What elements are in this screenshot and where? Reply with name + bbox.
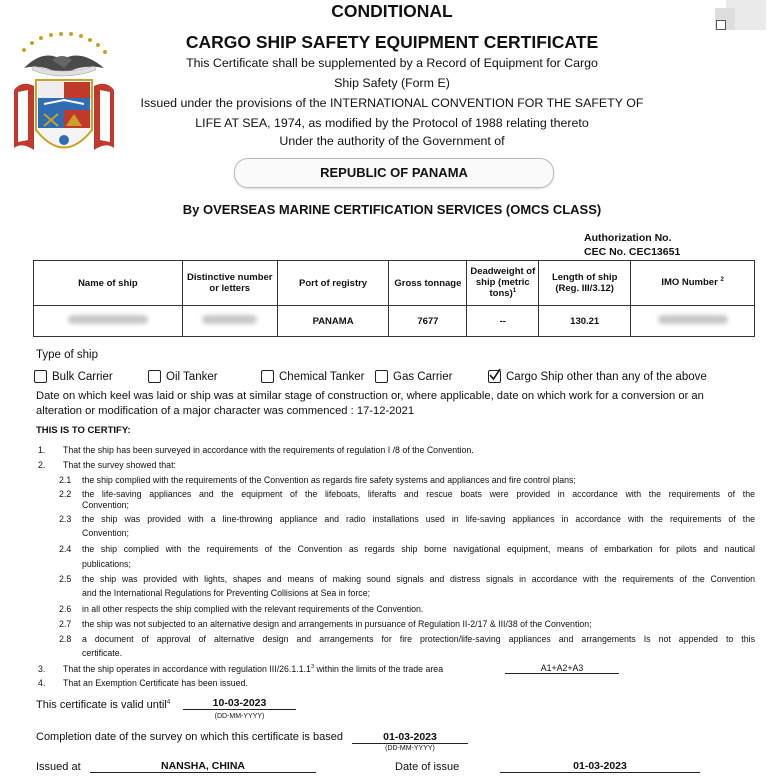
valid-until-text: This certificate is valid until — [36, 699, 167, 711]
type-option-label: Gas Carrier — [393, 370, 453, 383]
certificate-title-line2: CARGO SHIP SAFETY EQUIPMENT CERTIFICATE — [185, 32, 599, 52]
certify-item-3-text: That the ship operates in accordance with regulation III/26.1.1.1 — [63, 664, 311, 674]
header-distinctive-number: Distinctive number or letters — [182, 261, 277, 306]
subitem-2-5-cont: and the International Regulations for Preventing Collisions at Sea in force; — [82, 588, 371, 598]
authorization-label: Authorization No. — [584, 232, 672, 244]
subitem-2-4-cont: publications; — [82, 559, 131, 569]
certify-heading: THIS IS TO CERTIFY: — [36, 425, 131, 436]
subitem-2-8-cont: certificate. — [82, 648, 123, 658]
type-option-label: Cargo Ship other than any of the above — [506, 370, 707, 383]
completion-date: 01-03-2023 — [352, 731, 468, 744]
imo-number-redacted — [631, 306, 755, 337]
subitem-number: 2.8 — [59, 634, 72, 644]
type-of-ship-label: Type of ship — [36, 349, 99, 361]
header-name-of-ship: Name of ship — [34, 261, 183, 306]
type-option-cargo-ship-other[interactable] — [488, 370, 707, 383]
issued-at-place: NANSHA, CHINA — [90, 760, 316, 773]
port-of-registry-value: PANAMA — [277, 306, 389, 337]
subitem-2-5: the ship was provided with lights, shapes and means of making sound signals and distress signals in accordance with the requirements of the Convention — [82, 574, 755, 584]
header-length: Length of ship (Reg. III/3.12) — [539, 261, 631, 306]
item-number: 3. — [38, 664, 46, 674]
header-imo-number — [631, 261, 755, 306]
type-option-oil-tanker[interactable] — [148, 370, 218, 383]
subitem-number: 2.7 — [59, 619, 72, 629]
header-imo-text: IMO Number — [661, 277, 718, 289]
subitem-number: 2.2 — [59, 489, 72, 499]
completion-label: Completion date of the survey on which this certificate is based — [36, 731, 343, 743]
intro-line: Issued under the provisions of the INTERNATIONAL CONVENTION FOR THE SAFETY OF — [140, 96, 644, 110]
certify-item-3 — [63, 664, 443, 674]
subitem-2-2-cont: Convention; — [82, 500, 129, 510]
intro-line: LIFE AT SEA, 1974, as modified by the Protocol of 1988 relating thereto — [195, 116, 589, 130]
redaction-blur — [202, 315, 257, 324]
header-port-of-registry: Port of registry — [277, 261, 389, 306]
subitem-number: 2.5 — [59, 574, 72, 584]
length-value: 130.21 — [539, 306, 631, 337]
footnote-ref: 1 — [512, 288, 517, 295]
footnote-ref: 2 — [720, 277, 724, 284]
distinctive-number-redacted — [182, 306, 277, 337]
date-of-issue-value: 01-03-2023 — [500, 760, 700, 773]
certify-item-2: That the survey showed that: — [63, 460, 176, 470]
certify-item-3-tail: within the limits of the trade area — [316, 664, 444, 674]
government-field: REPUBLIC OF PANAMA — [234, 158, 554, 188]
item-number: 4. — [38, 678, 46, 688]
type-option-label: Bulk Carrier — [52, 370, 113, 383]
completion-format: (DD-MM-YYYY) — [385, 745, 435, 752]
issued-at-label: Issued at — [36, 761, 81, 773]
authorization-value: CEC No. CEC13651 — [584, 246, 681, 258]
footnote-ref: 4 — [166, 699, 171, 706]
subitem-number: 2.1 — [59, 475, 72, 485]
subitem-2-2: the life-saving appliances and the equipment of the lifeboats, liferafts and rescue boats were provided in accordance with the requirements of the — [82, 489, 755, 499]
checkbox-unchecked-icon[interactable] — [148, 370, 161, 383]
issuer-line: By OVERSEAS MARINE CERTIFICATION SERVICES (OMCS CLASS) — [182, 202, 602, 217]
intro-line: Ship Safety (Form E) — [334, 76, 450, 90]
intro-line: Under the authority of the Government of — [279, 134, 505, 148]
redaction-blur — [68, 315, 148, 324]
type-option-chemical-tanker[interactable] — [261, 370, 364, 383]
type-option-bulk-carrier[interactable] — [34, 370, 113, 383]
subitem-2-8: a document of approval of alternative design and arrangements for fire protection/life-saving appliances and arrangements Is not appended to this — [82, 634, 755, 644]
subitem-2-7: the ship was not subjected to an alternative design and arrangements in pursuance of Regulation II-2/17 & III/38 of the Convention; — [82, 619, 592, 629]
certificate-title-line1: CONDITIONAL — [331, 1, 453, 21]
valid-until-label — [36, 699, 170, 711]
valid-until-format: (DD-MM-YYYY) — [214, 713, 265, 720]
header-gross-tonnage: Gross tonnage — [389, 261, 467, 306]
checkbox-checked-icon[interactable] — [488, 370, 501, 383]
certify-item-1: That the ship has been surveyed in accordance with the requirements of regulation I /8 of the Convention. — [63, 445, 474, 455]
ship-name-redacted — [34, 306, 183, 337]
date-of-issue-label: Date of issue — [395, 761, 460, 773]
subitem-2-6: in all other respects the ship complied with the relevant requirements of the Convention. — [82, 604, 424, 614]
certify-item-4: That an Exemption Certificate has been issued. — [63, 678, 248, 688]
subitem-number: 2.3 — [59, 514, 72, 524]
gross-tonnage-value: 7677 — [389, 306, 467, 337]
redaction-blur — [658, 315, 728, 324]
type-option-label: Chemical Tanker — [279, 370, 365, 383]
checkbox-unchecked-icon[interactable] — [34, 370, 47, 383]
keel-date-line1: Date on which keel was laid or ship was at similar stage of construction or, where applicable, date on which work for a conversion or an — [36, 390, 704, 402]
subitem-2-3-cont: Convention; — [82, 528, 129, 538]
subitem-number: 2.6 — [59, 604, 72, 614]
subitem-number: 2.4 — [59, 544, 72, 554]
header-deadweight-text: Deadweight of ship (metric tons) — [470, 266, 536, 300]
checkbox-unchecked-icon[interactable] — [261, 370, 274, 383]
table-row — [34, 306, 755, 337]
table-header-row — [34, 261, 755, 306]
trade-area-value: A1+A2+A3 — [505, 663, 619, 674]
type-option-gas-carrier[interactable] — [375, 370, 452, 383]
type-option-label: Oil Tanker — [166, 370, 218, 383]
checkbox-unchecked-icon[interactable] — [375, 370, 388, 383]
footnote-ref: 3 — [310, 664, 314, 671]
valid-until-date: 10-03-2023 — [183, 697, 296, 710]
subitem-2-3: the ship was provided with a line-throwing appliance and radio installations used in life-saving appliances in accordance with the requirements of the — [82, 514, 755, 524]
deadweight-value: -- — [467, 306, 539, 337]
header-deadweight — [467, 261, 539, 306]
ship-particulars-table — [33, 260, 755, 337]
intro-line: This Certificate shall be supplemented by a Record of Equipment for Cargo — [186, 56, 598, 70]
item-number: 1. — [38, 445, 46, 455]
subitem-2-4: the ship complied with the requirements of the Convention as regards ship borne navigational equipment, means of embarkation for pilots and nautical — [82, 544, 755, 554]
item-number: 2. — [38, 460, 46, 470]
keel-date-line2: alteration or modification of a major character was commenced : 17-12-2021 — [36, 405, 415, 417]
subitem-2-1: the ship complied with the requirements of the Convention as regards fire safety systems and appliances and fire control plans; — [82, 475, 576, 485]
